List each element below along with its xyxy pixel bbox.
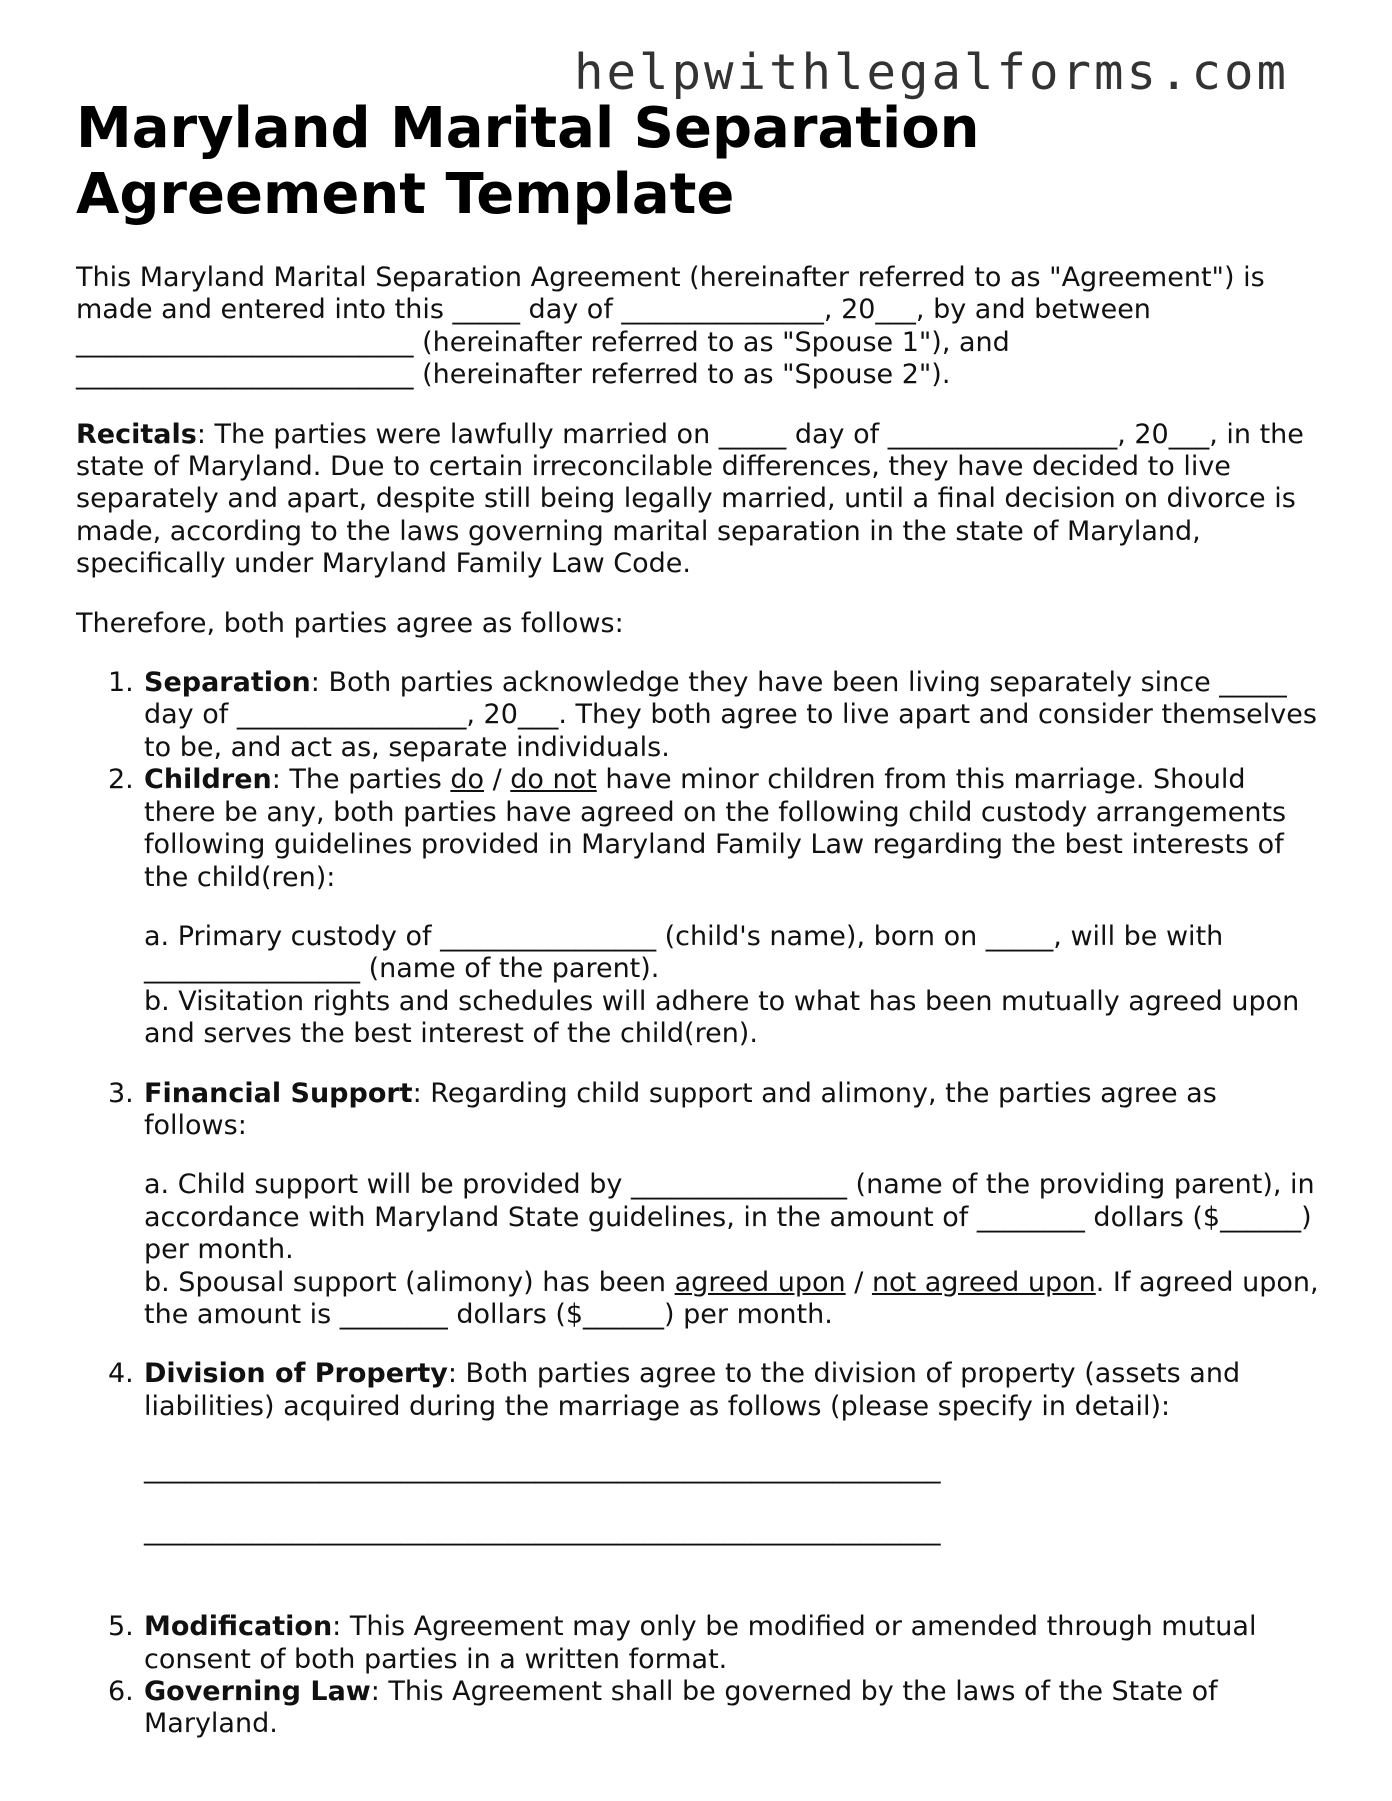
- item-number: 6.: [108, 1676, 134, 1707]
- subclause-a: a. Child support will be provided by ________________ (name of the providing parent), in accordance with Maryland State guidelines, in the amount of ________ dollars ($______) per month.: [144, 1169, 1315, 1266]
- item-text: : Regarding child support and alimony, the parties agree as follows:: [144, 1077, 1217, 1141]
- item-text: : Both parties acknowledge they have been living separately since _____ day of _________________, 20___. They both agree to live apart and consider themselves to be, and act as, separate individuals.: [144, 667, 1317, 763]
- property-blank-lines: [144, 1453, 1321, 1577]
- recitals-text: : The parties were lawfully married on _____ day of _________________, 20___, in the state of Maryland. Due to certain irreconcilable differences, they have decided to live separately and apart, despite still being legally married, until a final decision on divorce is made, according to the laws governing marital separation in the state of Maryland, specifically under Maryland Family Law Code.: [76, 418, 1304, 580]
- list-item-separation: [76, 667, 1321, 764]
- item-number: 3.: [108, 1077, 134, 1109]
- item-label: Modification: [144, 1611, 333, 1643]
- item-text: : This Agreement shall be governed by the laws of the State of Maryland.: [144, 1676, 1218, 1740]
- item-number: 2.: [108, 764, 134, 796]
- subclause-a: a. Primary custody of ________________ (child's name), born on _____, will be with ________________ (name of the parent).: [144, 920, 1224, 985]
- item-text: have minor children from this marriage. Should there be any, both parties have agreed on the following child custody arrangements following guidelines provided in Maryland Family Law regarding the best interests of the child(ren):: [144, 764, 1287, 893]
- terms-list: [76, 667, 1321, 1741]
- option-not-agreed-upon: not agreed upon: [871, 1266, 1096, 1298]
- item-text: : The parties: [271, 764, 451, 796]
- option-separator: /: [845, 1266, 872, 1298]
- subclause-b-text: . If agreed upon, the amount is ________ dollars ($______) per month.: [144, 1266, 1319, 1330]
- therefore-paragraph: Therefore, both parties agree as follows:: [76, 607, 624, 639]
- item-label: Governing Law: [144, 1676, 371, 1707]
- list-item-financial: [76, 1078, 1321, 1332]
- item-label: Division of Property: [144, 1358, 448, 1390]
- item-text: : Both parties agree to the division of property (assets and liabilities) acquired during the marriage as follows (please specify in detail):: [144, 1358, 1241, 1422]
- option-do: do: [450, 764, 485, 796]
- recitals-label: Recitals: [76, 418, 197, 450]
- custody-subclauses: [144, 921, 1321, 1051]
- blank-line: ___________________________________________________________: [144, 1453, 941, 1485]
- recitals-paragraph: [76, 419, 1321, 581]
- page-title: Maryland Marital Separation Agreement Template: [76, 96, 980, 227]
- subclause-b: b. Visitation rights and schedules will adhere to what has been mutually agreed upon and serves the best interest of the child(ren).: [144, 985, 1300, 1050]
- item-number: 1.: [108, 667, 134, 699]
- option-agreed-upon: agreed upon: [674, 1266, 846, 1298]
- list-item-children: [76, 764, 1321, 1050]
- watermark: helpwithlegalforms.com: [574, 44, 1290, 101]
- list-item-property: [76, 1358, 1321, 1577]
- blank-line: ___________________________________________________________: [144, 1515, 941, 1547]
- list-item-modification: [76, 1611, 1321, 1676]
- subclause-b-text: b. Spousal support (alimony) has been: [144, 1266, 675, 1298]
- document-body: [76, 262, 1321, 1741]
- subclause-b: [144, 1267, 1321, 1332]
- list-item-governing-law: [76, 1676, 1321, 1741]
- option-do-not: do not: [510, 764, 597, 796]
- intro-paragraph: This Maryland Marital Separation Agreement (hereinafter referred to as "Agreement") is made and entered into this _____ day of _______________, 20___, by and between _________________________ (hereinafter referred to as "Spouse 1"), and _________________________ (hereinafter referred to as "Spouse 2").: [76, 262, 1265, 391]
- item-number: 5.: [108, 1611, 134, 1643]
- financial-subclauses: [144, 1169, 1321, 1331]
- item-label: Separation: [144, 667, 311, 699]
- option-separator: /: [484, 764, 511, 796]
- item-number: 4.: [108, 1358, 134, 1390]
- item-label: Financial Support: [144, 1077, 413, 1109]
- item-text: : This Agreement may only be modified or amended through mutual consent of both parties in a written format.: [144, 1611, 1257, 1675]
- item-label: Children: [144, 764, 272, 796]
